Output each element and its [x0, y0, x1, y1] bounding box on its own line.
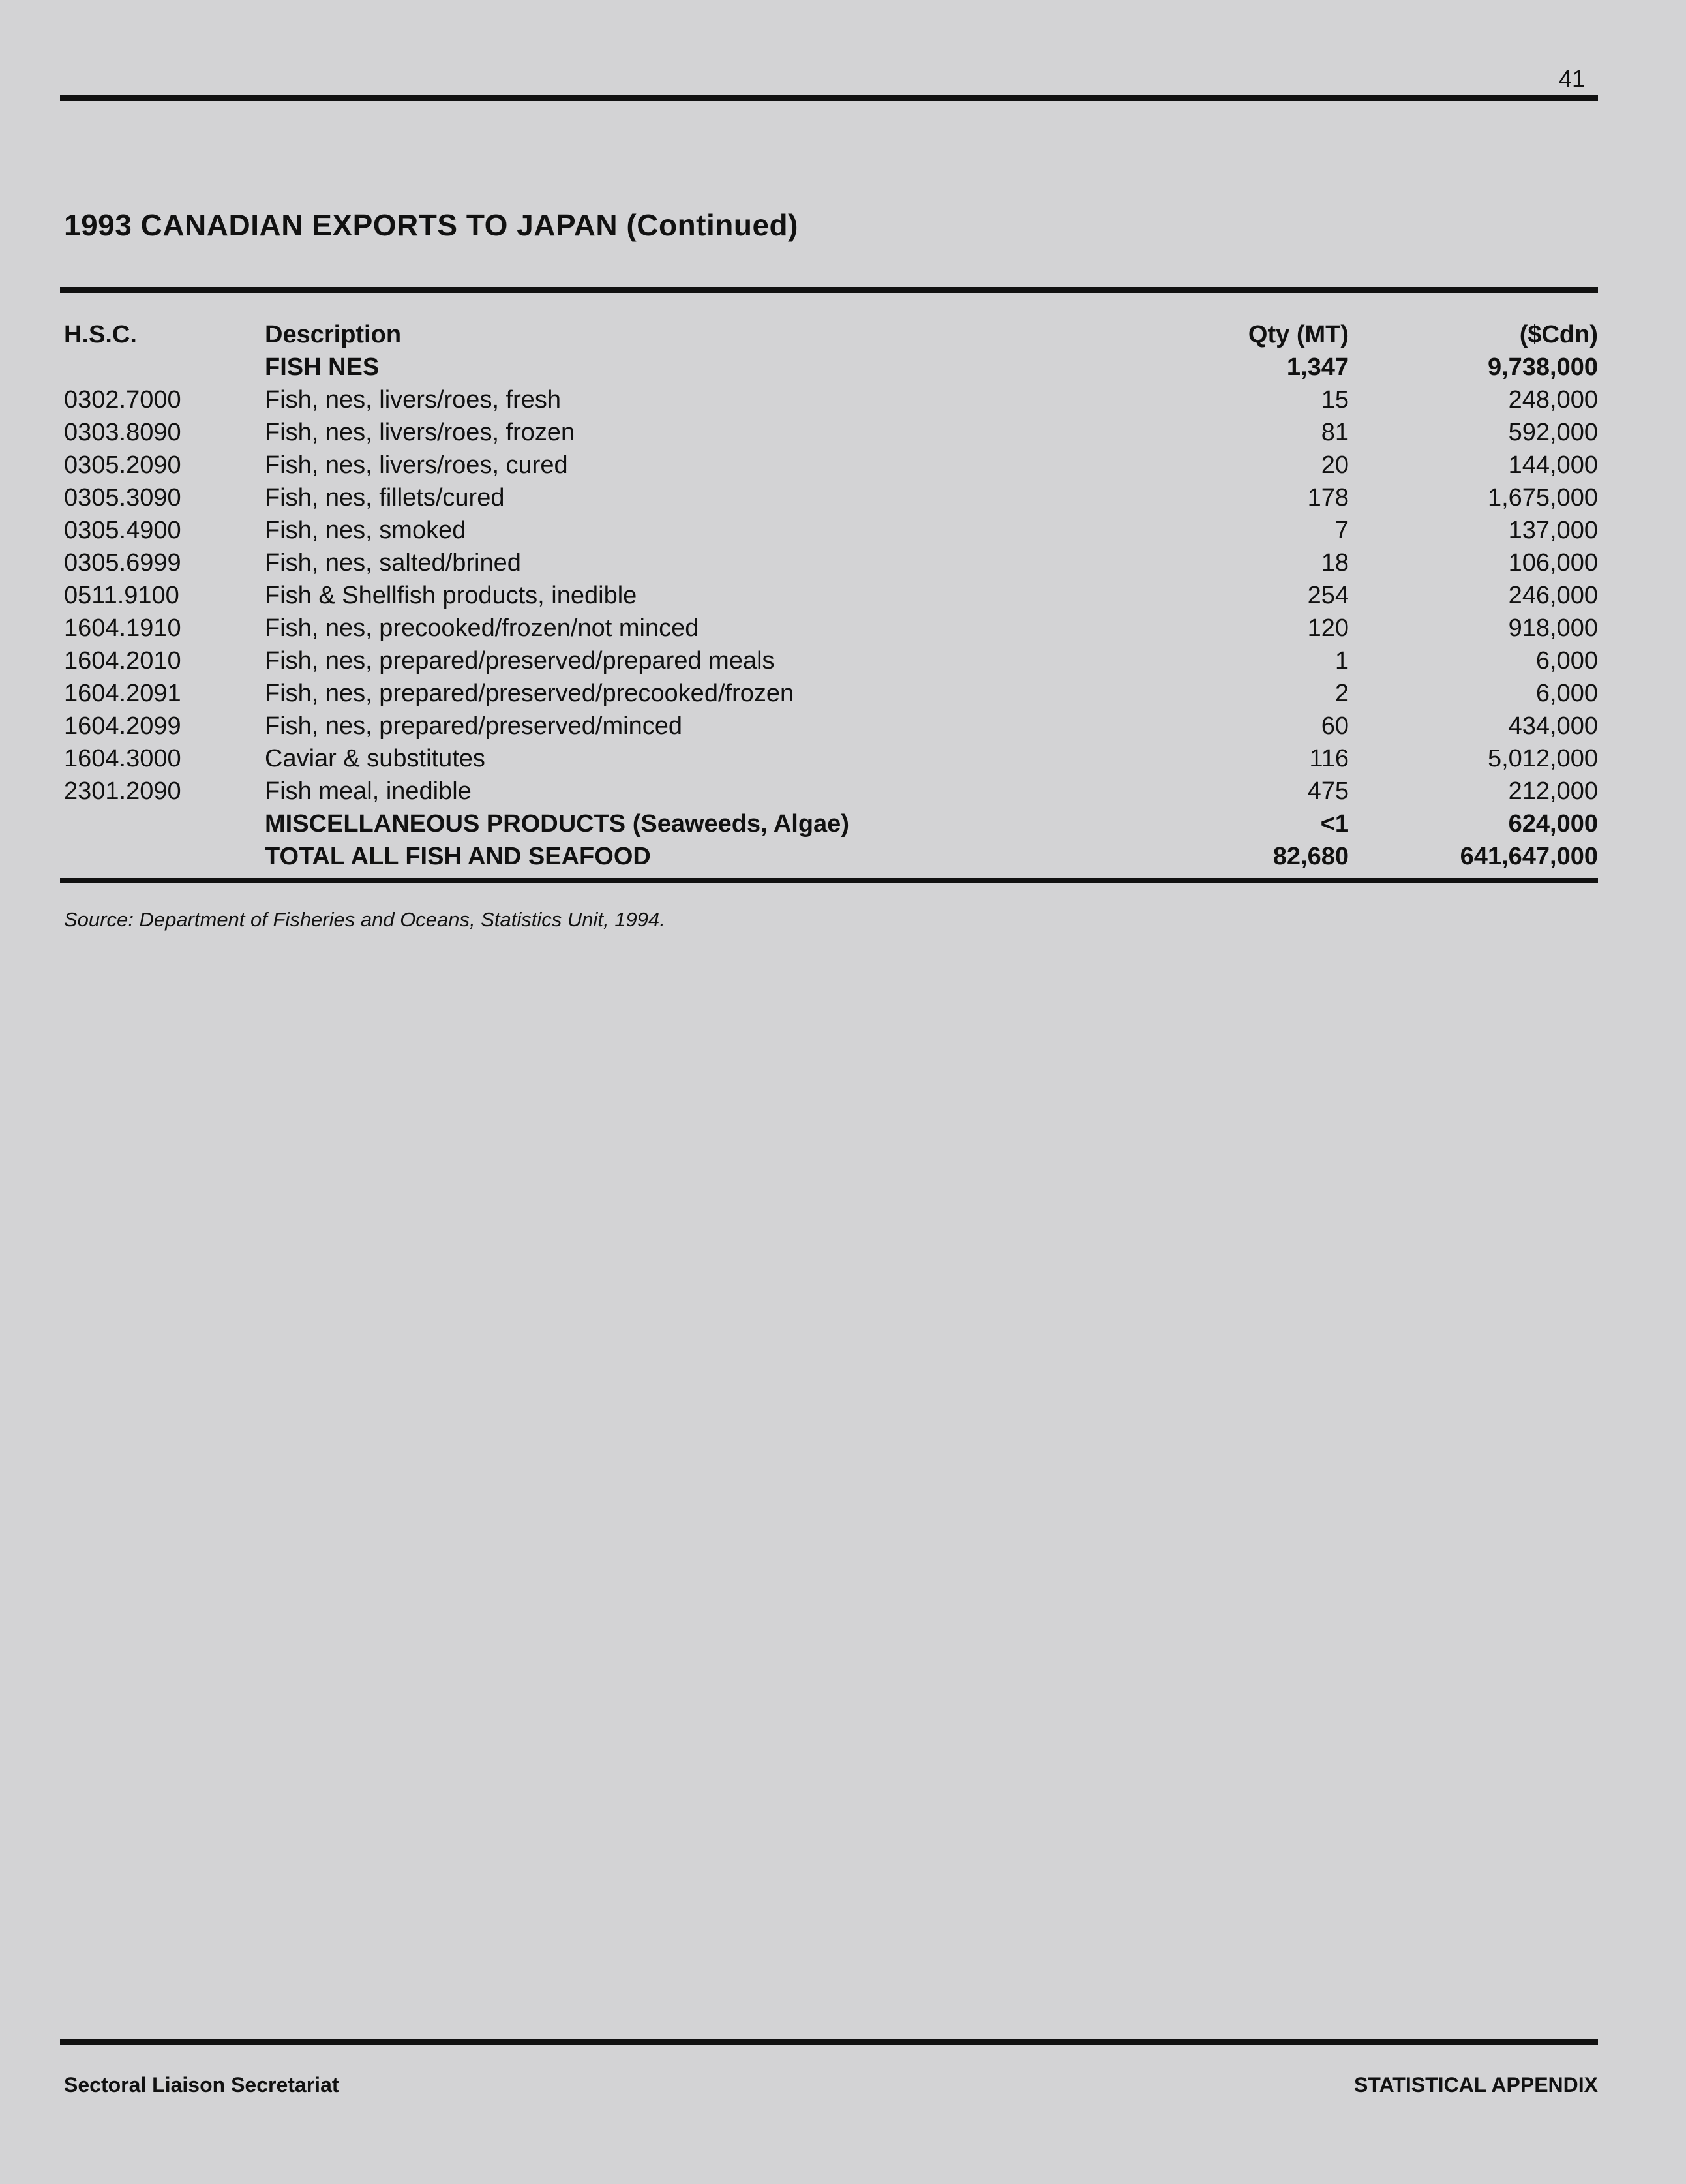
header-value: ($Cdn) — [1519, 321, 1598, 348]
table-row — [64, 677, 1598, 710]
hsc-cell: 0302.7000 — [64, 386, 181, 414]
table-bottom-rule — [60, 878, 1598, 883]
table-row — [64, 612, 1598, 645]
value-cell: 918,000 — [1508, 614, 1598, 642]
hsc-cell: 0511.9100 — [64, 582, 179, 609]
qty-cell: <1 — [1320, 810, 1349, 838]
hsc-cell: 0305.2090 — [64, 451, 181, 479]
hsc-cell: 1604.1910 — [64, 614, 181, 642]
value-cell: 212,000 — [1508, 778, 1598, 805]
description-cell: Fish, nes, livers/roes, frozen — [265, 419, 575, 446]
description-cell: Fish, nes, salted/brined — [265, 549, 521, 577]
value-cell: 1,675,000 — [1487, 484, 1598, 511]
hsc-cell: 1604.3000 — [64, 745, 181, 772]
table-row — [64, 384, 1598, 416]
table-row — [64, 449, 1598, 481]
qty-cell: 82,680 — [1272, 843, 1349, 870]
hsc-cell: 0305.6999 — [64, 549, 181, 577]
qty-cell: 120 — [1307, 614, 1349, 642]
qty-cell: 1,347 — [1286, 354, 1349, 381]
value-cell: 246,000 — [1508, 582, 1598, 609]
hsc-cell: 1604.2091 — [64, 680, 181, 707]
description-cell: Fish, nes, prepared/preserved/prepared meals — [265, 647, 775, 675]
description-cell: MISCELLANEOUS PRODUCTS (Seaweeds, Algae) — [265, 810, 849, 838]
table-header-row — [64, 318, 1598, 351]
description-cell: Caviar & substitutes — [265, 745, 485, 772]
value-cell: 592,000 — [1508, 419, 1598, 446]
table-top-rule — [60, 287, 1598, 293]
hsc-cell: 1604.2099 — [64, 712, 181, 740]
qty-cell: 254 — [1307, 582, 1349, 609]
table-row — [64, 645, 1598, 677]
top-rule — [60, 95, 1598, 101]
table-body — [64, 351, 1598, 873]
description-cell: FISH NES — [265, 354, 380, 381]
description-cell: Fish, nes, livers/roes, cured — [265, 451, 568, 479]
header-description: Description — [265, 321, 402, 348]
description-cell: Fish, nes, livers/roes, fresh — [265, 386, 562, 414]
description-cell: Fish, nes, smoked — [265, 517, 466, 544]
value-cell: 5,012,000 — [1487, 745, 1598, 772]
footer-rule — [60, 2039, 1598, 2045]
qty-cell: 15 — [1321, 386, 1349, 414]
qty-cell: 81 — [1321, 419, 1349, 446]
hsc-cell: 1604.2010 — [64, 647, 181, 675]
description-cell: Fish, nes, precooked/frozen/not minced — [265, 614, 699, 642]
value-cell: 9,738,000 — [1487, 354, 1598, 381]
hsc-cell: 0303.8090 — [64, 419, 181, 446]
hsc-cell: 2301.2090 — [64, 778, 181, 805]
qty-cell: 1 — [1334, 647, 1349, 675]
qty-cell: 2 — [1334, 680, 1349, 707]
qty-cell: 116 — [1309, 745, 1349, 772]
hsc-cell: 0305.4900 — [64, 517, 181, 544]
table-row — [64, 808, 1598, 840]
footer-right-text: STATISTICAL APPENDIX — [1354, 2073, 1598, 2097]
qty-cell: 475 — [1307, 778, 1349, 805]
value-cell: 137,000 — [1508, 517, 1598, 544]
table-row — [64, 514, 1598, 547]
source-note: Source: Department of Fisheries and Oceans, Statistics Unit, 1994. — [64, 908, 665, 931]
value-cell: 106,000 — [1508, 549, 1598, 577]
value-cell: 641,647,000 — [1460, 843, 1598, 870]
hsc-cell: 0305.3090 — [64, 484, 181, 511]
value-cell: 624,000 — [1508, 810, 1598, 838]
value-cell: 248,000 — [1508, 386, 1598, 414]
description-cell: Fish, nes, fillets/cured — [265, 484, 505, 511]
table-row — [64, 710, 1598, 742]
description-cell: Fish, nes, prepared/preserved/precooked/frozen — [265, 680, 794, 707]
footer-left-text: Sectoral Liaison Secretariat — [64, 2073, 339, 2097]
table-row — [64, 579, 1598, 612]
page-title: 1993 CANADIAN EXPORTS TO JAPAN (Continued) — [64, 208, 798, 242]
qty-cell: 178 — [1307, 484, 1349, 511]
header-hsc: H.S.C. — [64, 321, 137, 348]
value-cell: 6,000 — [1535, 680, 1598, 707]
header-qty: Qty (MT) — [1248, 321, 1349, 348]
description-cell: Fish, nes, prepared/preserved/minced — [265, 712, 682, 740]
table-row — [64, 481, 1598, 514]
table-row — [64, 416, 1598, 449]
qty-cell: 20 — [1321, 451, 1349, 479]
table-row — [64, 775, 1598, 808]
qty-cell: 18 — [1321, 549, 1349, 577]
table-row — [64, 742, 1598, 775]
qty-cell: 7 — [1334, 517, 1349, 544]
page-number: 41 — [1559, 65, 1586, 92]
qty-cell: 60 — [1321, 712, 1349, 740]
description-cell: Fish meal, inedible — [265, 778, 472, 805]
value-cell: 434,000 — [1508, 712, 1598, 740]
value-cell: 6,000 — [1535, 647, 1598, 675]
table-row — [64, 547, 1598, 579]
description-cell: Fish & Shellfish products, inedible — [265, 582, 637, 609]
table-row — [64, 840, 1598, 873]
exports-table — [64, 318, 1598, 873]
description-cell: TOTAL ALL FISH AND SEAFOOD — [265, 843, 651, 870]
value-cell: 144,000 — [1508, 451, 1598, 479]
table-row — [64, 351, 1598, 384]
